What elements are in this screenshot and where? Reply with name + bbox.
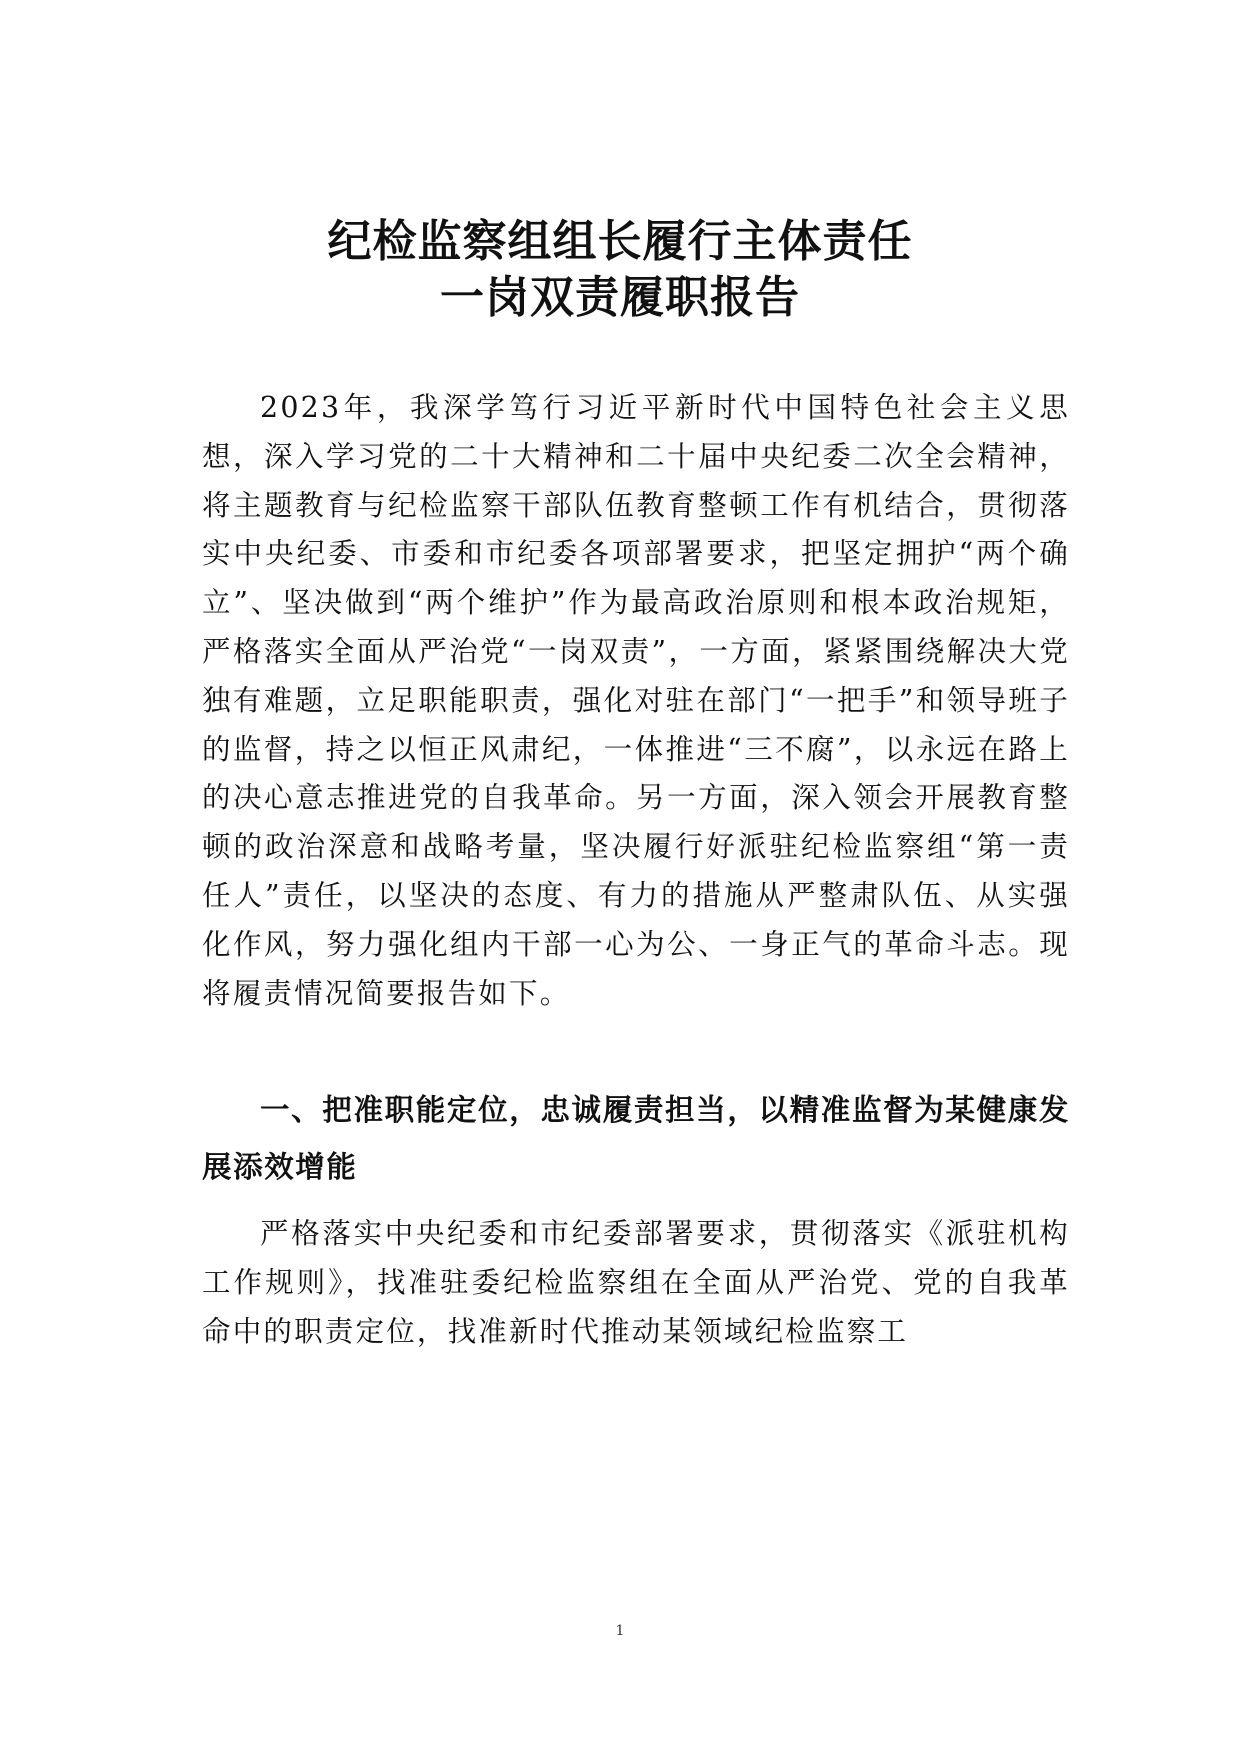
document-title-line1: 纪检监察组组长履行主体责任 — [327, 216, 913, 267]
document-title-line2: 一岗双责履职报告 — [440, 272, 800, 323]
page-number: 1 — [615, 1623, 625, 1639]
section1-paragraph: 严格落实中央纪委和市纪委部署要求，贯彻落实《派驻机构工作规则》，找准驻委纪检监察组在全面从严治党、党的自我革命中的职责定位，找准新时代推动某领域纪检监察工 — [202, 1217, 1070, 1348]
intro-paragraph: 2023年，我深学笃行习近平新时代中国特色社会主义思想，深入学习党的二十大精神和二十届中央纪委二次全会精神，将主题教育与纪检监察干部队伍教育整顿工作有机结合，贯彻落实中央纪委、市委和市纪委各项部署要求，把坚定拥护“两个确立”、坚决做到“两个维护”作为最高政治原则和根本政治规矩，严格落实全面从严治党“一岗双责”，一方面，紧紧围绕解决大党独有难题，立足职能职责，强化对驻在部门“一把手”和领导班子的监督，持之以恒正风肃纪，一体推进“三不腐”，以永远在路上的决心意志推进党的自我革命。另一方面，深入领会开展教育整顿的政治深意和战略考量，坚决履行好派驻纪检监察组“第一责任人”责任，以坚决的态度、有力的措施从严整肃队伍、从实强化作风，努力强化组内干部一心为公、一身正气的革命斗志。现将履责情况简要报告如下。 — [202, 391, 1070, 1010]
section-heading-1: 一、把准职能定位，忠诚履责担当，以精准监督为某健康发展添效增能 — [202, 1093, 1070, 1184]
